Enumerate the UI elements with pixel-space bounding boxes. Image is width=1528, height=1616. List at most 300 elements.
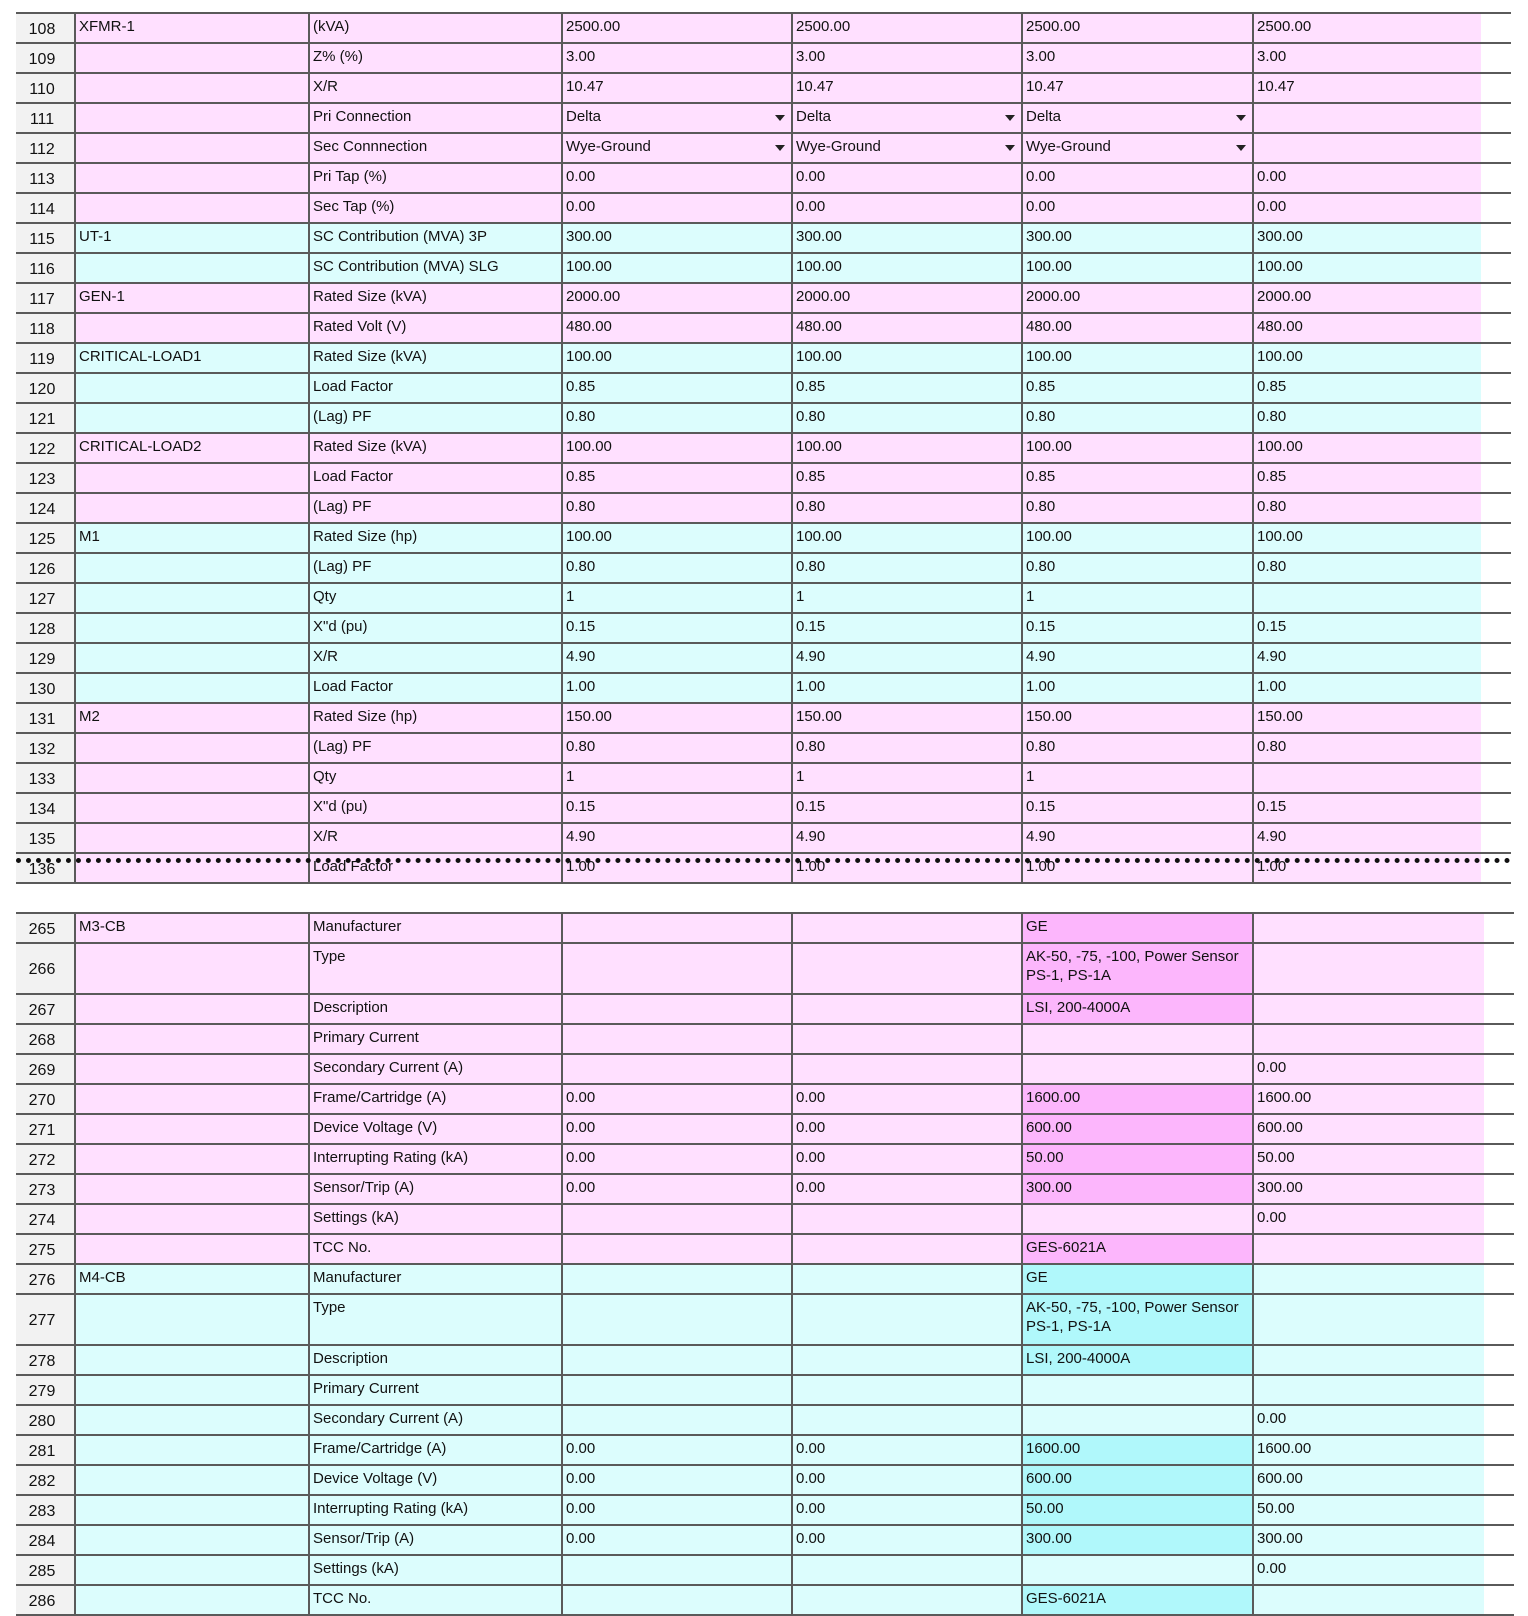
value-cell-2[interactable] xyxy=(791,1586,1021,1614)
value-cell-4[interactable]: 4.90 xyxy=(1252,644,1481,672)
device-name-cell[interactable] xyxy=(74,104,308,132)
value-cell-2[interactable]: 100.00 xyxy=(791,254,1021,282)
dropdown-cell-2[interactable] xyxy=(791,134,1021,162)
device-name-cell[interactable] xyxy=(74,374,308,402)
parameter-cell[interactable]: Interrupting Rating (kA) xyxy=(308,1496,561,1524)
row-number[interactable]: 135 xyxy=(16,824,74,852)
parameter-cell[interactable]: X/R xyxy=(308,644,561,672)
device-name-cell[interactable] xyxy=(74,995,308,1023)
value-cell-3[interactable]: 4.90 xyxy=(1021,824,1252,852)
value-cell-3[interactable]: 0.15 xyxy=(1021,614,1252,642)
parameter-cell[interactable]: Rated Size (kVA) xyxy=(308,344,561,372)
parameter-cell[interactable]: Device Voltage (V) xyxy=(308,1115,561,1143)
row-number[interactable]: 115 xyxy=(16,224,74,252)
parameter-cell[interactable]: SC Contribution (MVA) SLG xyxy=(308,254,561,282)
value-cell-4[interactable] xyxy=(1252,1265,1484,1293)
device-name-cell[interactable] xyxy=(74,764,308,792)
value-cell-4[interactable]: 0.00 xyxy=(1252,1055,1484,1083)
parameter-cell[interactable]: Rated Volt (V) xyxy=(308,314,561,342)
parameter-cell[interactable]: Qty xyxy=(308,764,561,792)
value-cell-3[interactable]: 100.00 xyxy=(1021,344,1252,372)
device-name-cell[interactable] xyxy=(74,464,308,492)
device-name-cell[interactable] xyxy=(74,134,308,162)
value-cell-1[interactable]: 100.00 xyxy=(561,254,791,282)
row-number[interactable]: 127 xyxy=(16,584,74,612)
device-name-cell[interactable] xyxy=(74,254,308,282)
row-number[interactable]: 267 xyxy=(16,995,74,1023)
value-cell-2[interactable]: 0.00 xyxy=(791,164,1021,192)
value-cell-4[interactable]: 300.00 xyxy=(1252,224,1481,252)
value-cell-3[interactable]: AK-50, -75, -100, Power Sensor PS-1, PS-1A xyxy=(1021,1295,1252,1344)
value-cell-2[interactable]: 300.00 xyxy=(791,224,1021,252)
value-cell-2[interactable] xyxy=(791,1556,1021,1584)
value-cell-2[interactable] xyxy=(791,1055,1021,1083)
parameter-cell[interactable]: X/R xyxy=(308,824,561,852)
device-name-cell[interactable] xyxy=(74,794,308,822)
value-cell-3[interactable]: 0.80 xyxy=(1021,404,1252,432)
device-name-cell[interactable] xyxy=(74,824,308,852)
value-cell-1[interactable]: 0.00 xyxy=(561,1466,791,1494)
value-cell-3[interactable]: 1.00 xyxy=(1021,674,1252,702)
value-cell-2[interactable]: 4.90 xyxy=(791,644,1021,672)
value-cell-4[interactable]: 0.00 xyxy=(1252,1205,1484,1233)
value-cell-3[interactable]: 0.85 xyxy=(1021,374,1252,402)
value-cell-1[interactable] xyxy=(561,995,791,1023)
value-cell-1[interactable]: 10.47 xyxy=(561,74,791,102)
chevron-down-icon[interactable] xyxy=(1005,115,1015,121)
parameter-cell[interactable]: Pri Connection xyxy=(308,104,561,132)
row-number[interactable]: 278 xyxy=(16,1346,74,1374)
device-name-cell[interactable]: CRITICAL-LOAD1 xyxy=(74,344,308,372)
value-cell-4[interactable]: 1.00 xyxy=(1252,854,1481,882)
value-cell-3[interactable]: 300.00 xyxy=(1021,1175,1252,1203)
value-cell-4[interactable]: 100.00 xyxy=(1252,254,1481,282)
value-cell-3[interactable]: 0.80 xyxy=(1021,734,1252,762)
value-cell-1[interactable] xyxy=(561,1556,791,1584)
value-cell-4[interactable]: 0.15 xyxy=(1252,794,1481,822)
row-number[interactable]: 123 xyxy=(16,464,74,492)
parameter-cell[interactable]: Secondary Current (A) xyxy=(308,1055,561,1083)
value-cell-4[interactable]: 1.00 xyxy=(1252,674,1481,702)
value-cell-2[interactable]: 1 xyxy=(791,584,1021,612)
value-cell-1[interactable]: 1 xyxy=(561,584,791,612)
value-cell-1[interactable]: 0.00 xyxy=(561,194,791,222)
row-number[interactable]: 265 xyxy=(16,914,74,942)
value-cell-3[interactable]: LSI, 200-4000A xyxy=(1021,995,1252,1023)
row-number[interactable]: 131 xyxy=(16,704,74,732)
value-cell-4[interactable]: 0.80 xyxy=(1252,404,1481,432)
device-name-cell[interactable] xyxy=(74,1295,308,1344)
value-cell-3[interactable] xyxy=(1021,1205,1252,1233)
row-number[interactable]: 266 xyxy=(16,944,74,993)
value-cell-2[interactable]: 0.00 xyxy=(791,1085,1021,1113)
value-cell-4[interactable]: 100.00 xyxy=(1252,434,1481,462)
value-cell-3[interactable]: 150.00 xyxy=(1021,704,1252,732)
parameter-cell[interactable]: (Lag) PF xyxy=(308,494,561,522)
device-name-cell[interactable] xyxy=(74,944,308,993)
dropdown-cell-3[interactable] xyxy=(1021,134,1252,162)
device-name-cell[interactable]: M4-CB xyxy=(74,1265,308,1293)
value-cell-1[interactable]: 1.00 xyxy=(561,854,791,882)
value-cell-1[interactable]: 4.90 xyxy=(561,644,791,672)
parameter-cell[interactable]: Load Factor xyxy=(308,374,561,402)
value-cell-4[interactable]: 0.80 xyxy=(1252,494,1481,522)
value-cell-1[interactable]: 4.90 xyxy=(561,824,791,852)
parameter-cell[interactable]: X"d (pu) xyxy=(308,794,561,822)
value-cell-1[interactable]: 0.00 xyxy=(561,1175,791,1203)
device-name-cell[interactable]: M2 xyxy=(74,704,308,732)
parameter-cell[interactable]: X"d (pu) xyxy=(308,614,561,642)
value-cell-3[interactable]: 0.80 xyxy=(1021,554,1252,582)
parameter-cell[interactable]: Type xyxy=(308,944,561,993)
value-cell-3[interactable]: 0.00 xyxy=(1021,194,1252,222)
row-number[interactable]: 111 xyxy=(16,104,74,132)
value-cell-2[interactable]: 4.90 xyxy=(791,824,1021,852)
value-cell-4[interactable]: 300.00 xyxy=(1252,1175,1484,1203)
value-cell-1[interactable]: 1.00 xyxy=(561,674,791,702)
row-number[interactable]: 125 xyxy=(16,524,74,552)
value-cell-1[interactable]: 0.15 xyxy=(561,614,791,642)
parameter-cell[interactable]: (Lag) PF xyxy=(308,734,561,762)
value-cell-1[interactable]: 150.00 xyxy=(561,704,791,732)
value-cell-4[interactable] xyxy=(1252,914,1484,942)
row-number[interactable]: 281 xyxy=(16,1436,74,1464)
value-cell-2[interactable]: 3.00 xyxy=(791,44,1021,72)
value-cell-2[interactable] xyxy=(791,1265,1021,1293)
value-cell-1[interactable] xyxy=(561,1235,791,1263)
device-name-cell[interactable] xyxy=(74,1556,308,1584)
parameter-cell[interactable]: Frame/Cartridge (A) xyxy=(308,1085,561,1113)
value-cell-2[interactable]: 0.15 xyxy=(791,614,1021,642)
value-cell-4[interactable]: 0.85 xyxy=(1252,374,1481,402)
value-cell-3[interactable]: 600.00 xyxy=(1021,1466,1252,1494)
value-cell-3[interactable]: 0.85 xyxy=(1021,464,1252,492)
value-cell-3[interactable]: GES-6021A xyxy=(1021,1586,1252,1614)
parameter-cell[interactable]: Primary Current xyxy=(308,1025,561,1053)
value-cell-1[interactable]: 0.00 xyxy=(561,164,791,192)
value-cell-1[interactable]: 0.00 xyxy=(561,1145,791,1173)
row-number[interactable]: 120 xyxy=(16,374,74,402)
value-cell-4[interactable]: 100.00 xyxy=(1252,524,1481,552)
value-cell-3[interactable]: LSI, 200-4000A xyxy=(1021,1346,1252,1374)
value-cell-2[interactable] xyxy=(791,1205,1021,1233)
parameter-cell[interactable]: Primary Current xyxy=(308,1376,561,1404)
device-name-cell[interactable]: M1 xyxy=(74,524,308,552)
value-cell-2[interactable]: 480.00 xyxy=(791,314,1021,342)
value-cell-2[interactable]: 0.85 xyxy=(791,374,1021,402)
value-cell-3[interactable]: 0.15 xyxy=(1021,794,1252,822)
value-cell-1[interactable] xyxy=(561,1346,791,1374)
device-name-cell[interactable] xyxy=(74,1376,308,1404)
value-cell-3[interactable]: 1600.00 xyxy=(1021,1436,1252,1464)
value-cell-1[interactable]: 300.00 xyxy=(561,224,791,252)
device-name-cell[interactable] xyxy=(74,554,308,582)
parameter-cell[interactable]: Load Factor xyxy=(308,854,561,882)
row-number[interactable]: 134 xyxy=(16,794,74,822)
parameter-cell[interactable]: Device Voltage (V) xyxy=(308,1466,561,1494)
value-cell-1[interactable]: 0.80 xyxy=(561,554,791,582)
device-name-cell[interactable] xyxy=(74,1466,308,1494)
value-cell-3[interactable] xyxy=(1021,1376,1252,1404)
parameter-cell[interactable]: SC Contribution (MVA) 3P xyxy=(308,224,561,252)
device-name-cell[interactable] xyxy=(74,734,308,762)
value-cell-3[interactable]: 3.00 xyxy=(1021,44,1252,72)
value-cell-4[interactable]: 4.90 xyxy=(1252,824,1481,852)
value-cell-3[interactable]: 0.00 xyxy=(1021,164,1252,192)
value-cell-2[interactable]: 0.00 xyxy=(791,1466,1021,1494)
chevron-down-icon[interactable] xyxy=(775,145,785,151)
device-name-cell[interactable] xyxy=(74,1496,308,1524)
value-cell-3[interactable]: 10.47 xyxy=(1021,74,1252,102)
value-cell-2[interactable]: 0.00 xyxy=(791,194,1021,222)
value-cell-1[interactable] xyxy=(561,914,791,942)
device-name-cell[interactable]: XFMR-1 xyxy=(74,14,308,42)
value-cell-1[interactable]: 0.00 xyxy=(561,1526,791,1554)
row-number[interactable]: 109 xyxy=(16,44,74,72)
value-cell-4[interactable]: 0.00 xyxy=(1252,194,1481,222)
value-cell-3[interactable]: AK-50, -75, -100, Power Sensor PS-1, PS-1A xyxy=(1021,944,1252,993)
value-cell-2[interactable] xyxy=(791,1376,1021,1404)
value-cell-1[interactable] xyxy=(561,1295,791,1344)
value-cell-4[interactable]: 1600.00 xyxy=(1252,1436,1484,1464)
value-cell-4[interactable] xyxy=(1252,1346,1484,1374)
device-name-cell[interactable] xyxy=(74,1235,308,1263)
value-cell-2[interactable]: 0.15 xyxy=(791,794,1021,822)
parameter-cell[interactable]: Settings (kA) xyxy=(308,1205,561,1233)
value-cell-3[interactable]: 1600.00 xyxy=(1021,1085,1252,1113)
row-number[interactable]: 136 xyxy=(16,854,74,882)
parameter-cell[interactable]: Load Factor xyxy=(308,674,561,702)
chevron-down-icon[interactable] xyxy=(1236,115,1246,121)
parameter-cell[interactable]: Secondary Current (A) xyxy=(308,1406,561,1434)
row-number[interactable]: 270 xyxy=(16,1085,74,1113)
device-name-cell[interactable] xyxy=(74,674,308,702)
row-number[interactable]: 116 xyxy=(16,254,74,282)
row-number[interactable]: 285 xyxy=(16,1556,74,1584)
value-cell-4[interactable] xyxy=(1252,1025,1484,1053)
dropdown-cell-3[interactable] xyxy=(1021,104,1252,132)
value-cell-1[interactable] xyxy=(561,1265,791,1293)
value-cell-2[interactable]: 0.00 xyxy=(791,1496,1021,1524)
parameter-cell[interactable]: Interrupting Rating (kA) xyxy=(308,1145,561,1173)
value-cell-3[interactable] xyxy=(1021,1556,1252,1584)
row-number[interactable]: 121 xyxy=(16,404,74,432)
device-name-cell[interactable] xyxy=(74,1205,308,1233)
device-name-cell[interactable] xyxy=(74,74,308,102)
device-name-cell[interactable] xyxy=(74,1526,308,1554)
value-cell-2[interactable]: 0.00 xyxy=(791,1526,1021,1554)
value-cell-4[interactable]: 2000.00 xyxy=(1252,284,1481,312)
device-name-cell[interactable] xyxy=(74,314,308,342)
parameter-cell[interactable]: Rated Size (hp) xyxy=(308,704,561,732)
row-number[interactable]: 118 xyxy=(16,314,74,342)
value-cell-2[interactable] xyxy=(791,944,1021,993)
value-cell-4[interactable]: 2500.00 xyxy=(1252,14,1481,42)
value-cell-4[interactable]: 300.00 xyxy=(1252,1526,1484,1554)
row-number[interactable]: 268 xyxy=(16,1025,74,1053)
parameter-cell[interactable]: Sec Connnection xyxy=(308,134,561,162)
parameter-cell[interactable]: Z% (%) xyxy=(308,44,561,72)
value-cell-3[interactable]: 1.00 xyxy=(1021,854,1252,882)
value-cell-2[interactable]: 0.00 xyxy=(791,1436,1021,1464)
value-cell-3[interactable]: 2000.00 xyxy=(1021,284,1252,312)
value-cell-3[interactable]: 100.00 xyxy=(1021,434,1252,462)
device-name-cell[interactable] xyxy=(74,1025,308,1053)
dropdown-cell-2[interactable] xyxy=(791,104,1021,132)
device-name-cell[interactable] xyxy=(74,644,308,672)
value-cell-4[interactable] xyxy=(1252,944,1484,993)
parameter-cell[interactable]: Load Factor xyxy=(308,464,561,492)
row-number[interactable]: 269 xyxy=(16,1055,74,1083)
value-cell-2[interactable] xyxy=(791,1235,1021,1263)
row-number[interactable]: 117 xyxy=(16,284,74,312)
value-cell-2[interactable]: 2500.00 xyxy=(791,14,1021,42)
value-cell-4[interactable]: 600.00 xyxy=(1252,1466,1484,1494)
value-cell-3[interactable]: GE xyxy=(1021,1265,1252,1293)
dropdown-cell-1[interactable] xyxy=(561,104,791,132)
row-number[interactable]: 277 xyxy=(16,1295,74,1344)
value-cell-2[interactable]: 0.80 xyxy=(791,734,1021,762)
row-number[interactable]: 274 xyxy=(16,1205,74,1233)
parameter-cell[interactable]: Frame/Cartridge (A) xyxy=(308,1436,561,1464)
value-cell-1[interactable]: 3.00 xyxy=(561,44,791,72)
value-cell-1[interactable]: 0.80 xyxy=(561,734,791,762)
device-name-cell[interactable] xyxy=(74,44,308,72)
device-name-cell[interactable] xyxy=(74,1145,308,1173)
value-cell-1[interactable] xyxy=(561,1586,791,1614)
value-cell-3[interactable]: 300.00 xyxy=(1021,224,1252,252)
row-number[interactable]: 122 xyxy=(16,434,74,462)
device-name-cell[interactable] xyxy=(74,1436,308,1464)
row-number[interactable]: 283 xyxy=(16,1496,74,1524)
value-cell-2[interactable] xyxy=(791,1295,1021,1344)
device-name-cell[interactable] xyxy=(74,404,308,432)
parameter-cell[interactable]: Manufacturer xyxy=(308,914,561,942)
value-cell-1[interactable]: 2000.00 xyxy=(561,284,791,312)
device-name-cell[interactable] xyxy=(74,1346,308,1374)
parameter-cell[interactable]: Sensor/Trip (A) xyxy=(308,1526,561,1554)
value-cell-1[interactable]: 2500.00 xyxy=(561,14,791,42)
value-cell-2[interactable]: 0.00 xyxy=(791,1175,1021,1203)
value-cell-2[interactable] xyxy=(791,1406,1021,1434)
chevron-down-icon[interactable] xyxy=(775,115,785,121)
row-number[interactable]: 114 xyxy=(16,194,74,222)
value-cell-2[interactable]: 2000.00 xyxy=(791,284,1021,312)
value-cell-3[interactable]: 100.00 xyxy=(1021,254,1252,282)
parameter-cell[interactable]: (kVA) xyxy=(308,14,561,42)
value-cell-2[interactable]: 10.47 xyxy=(791,74,1021,102)
value-cell-2[interactable]: 0.80 xyxy=(791,404,1021,432)
value-cell-3[interactable]: 4.90 xyxy=(1021,644,1252,672)
parameter-cell[interactable]: Sec Tap (%) xyxy=(308,194,561,222)
parameter-cell[interactable]: Pri Tap (%) xyxy=(308,164,561,192)
value-cell-4[interactable]: 0.00 xyxy=(1252,164,1481,192)
row-number[interactable]: 124 xyxy=(16,494,74,522)
row-number[interactable]: 126 xyxy=(16,554,74,582)
value-cell-4[interactable]: 0.00 xyxy=(1252,1406,1484,1434)
device-name-cell[interactable] xyxy=(74,164,308,192)
value-cell-2[interactable]: 0.85 xyxy=(791,464,1021,492)
value-cell-2[interactable]: 0.80 xyxy=(791,494,1021,522)
value-cell-4[interactable]: 10.47 xyxy=(1252,74,1481,102)
value-cell-3[interactable]: GE xyxy=(1021,914,1252,942)
value-cell-4[interactable]: 0.80 xyxy=(1252,554,1481,582)
value-cell-1[interactable] xyxy=(561,1376,791,1404)
value-cell-4[interactable]: 150.00 xyxy=(1252,704,1481,732)
value-cell-4[interactable] xyxy=(1252,104,1481,132)
row-number[interactable]: 110 xyxy=(16,74,74,102)
value-cell-4[interactable] xyxy=(1252,1586,1484,1614)
value-cell-4[interactable]: 0.80 xyxy=(1252,734,1481,762)
value-cell-1[interactable] xyxy=(561,1406,791,1434)
value-cell-3[interactable]: 300.00 xyxy=(1021,1526,1252,1554)
device-name-cell[interactable]: UT-1 xyxy=(74,224,308,252)
device-name-cell[interactable]: GEN-1 xyxy=(74,284,308,312)
parameter-cell[interactable]: Rated Size (kVA) xyxy=(308,434,561,462)
value-cell-3[interactable]: 2500.00 xyxy=(1021,14,1252,42)
value-cell-4[interactable] xyxy=(1252,995,1484,1023)
parameter-cell[interactable]: X/R xyxy=(308,74,561,102)
device-name-cell[interactable] xyxy=(74,494,308,522)
value-cell-2[interactable]: 1.00 xyxy=(791,854,1021,882)
parameter-cell[interactable]: Settings (kA) xyxy=(308,1556,561,1584)
value-cell-1[interactable]: 0.80 xyxy=(561,404,791,432)
device-name-cell[interactable] xyxy=(74,1115,308,1143)
parameter-cell[interactable]: TCC No. xyxy=(308,1235,561,1263)
value-cell-4[interactable]: 0.15 xyxy=(1252,614,1481,642)
value-cell-4[interactable] xyxy=(1252,1376,1484,1404)
value-cell-4[interactable]: 0.85 xyxy=(1252,464,1481,492)
row-number[interactable]: 279 xyxy=(16,1376,74,1404)
value-cell-1[interactable] xyxy=(561,1055,791,1083)
row-number[interactable]: 271 xyxy=(16,1115,74,1143)
row-number[interactable]: 280 xyxy=(16,1406,74,1434)
value-cell-4[interactable]: 0.00 xyxy=(1252,1556,1484,1584)
dropdown-cell-1[interactable] xyxy=(561,134,791,162)
row-number[interactable]: 282 xyxy=(16,1466,74,1494)
row-number[interactable]: 112 xyxy=(16,134,74,162)
device-name-cell[interactable]: CRITICAL-LOAD2 xyxy=(74,434,308,462)
parameter-cell[interactable]: Rated Size (kVA) xyxy=(308,284,561,312)
row-number[interactable]: 276 xyxy=(16,1265,74,1293)
value-cell-2[interactable] xyxy=(791,995,1021,1023)
value-cell-3[interactable]: 1 xyxy=(1021,584,1252,612)
value-cell-1[interactable]: 0.85 xyxy=(561,464,791,492)
value-cell-4[interactable]: 100.00 xyxy=(1252,344,1481,372)
value-cell-3[interactable]: 50.00 xyxy=(1021,1496,1252,1524)
value-cell-2[interactable] xyxy=(791,914,1021,942)
value-cell-2[interactable]: 1.00 xyxy=(791,674,1021,702)
device-name-cell[interactable] xyxy=(74,1175,308,1203)
value-cell-1[interactable] xyxy=(561,1025,791,1053)
value-cell-4[interactable] xyxy=(1252,764,1481,792)
value-cell-3[interactable] xyxy=(1021,1406,1252,1434)
value-cell-4[interactable]: 3.00 xyxy=(1252,44,1481,72)
value-cell-3[interactable]: GES-6021A xyxy=(1021,1235,1252,1263)
value-cell-3[interactable] xyxy=(1021,1055,1252,1083)
row-number[interactable]: 284 xyxy=(16,1526,74,1554)
value-cell-3[interactable]: 0.80 xyxy=(1021,494,1252,522)
value-cell-2[interactable]: 1 xyxy=(791,764,1021,792)
parameter-cell[interactable]: Sensor/Trip (A) xyxy=(308,1175,561,1203)
parameter-cell[interactable]: Manufacturer xyxy=(308,1265,561,1293)
row-number[interactable]: 132 xyxy=(16,734,74,762)
row-number[interactable]: 119 xyxy=(16,344,74,372)
value-cell-4[interactable]: 1600.00 xyxy=(1252,1085,1484,1113)
device-name-cell[interactable] xyxy=(74,1406,308,1434)
row-number[interactable]: 113 xyxy=(16,164,74,192)
row-number[interactable]: 273 xyxy=(16,1175,74,1203)
